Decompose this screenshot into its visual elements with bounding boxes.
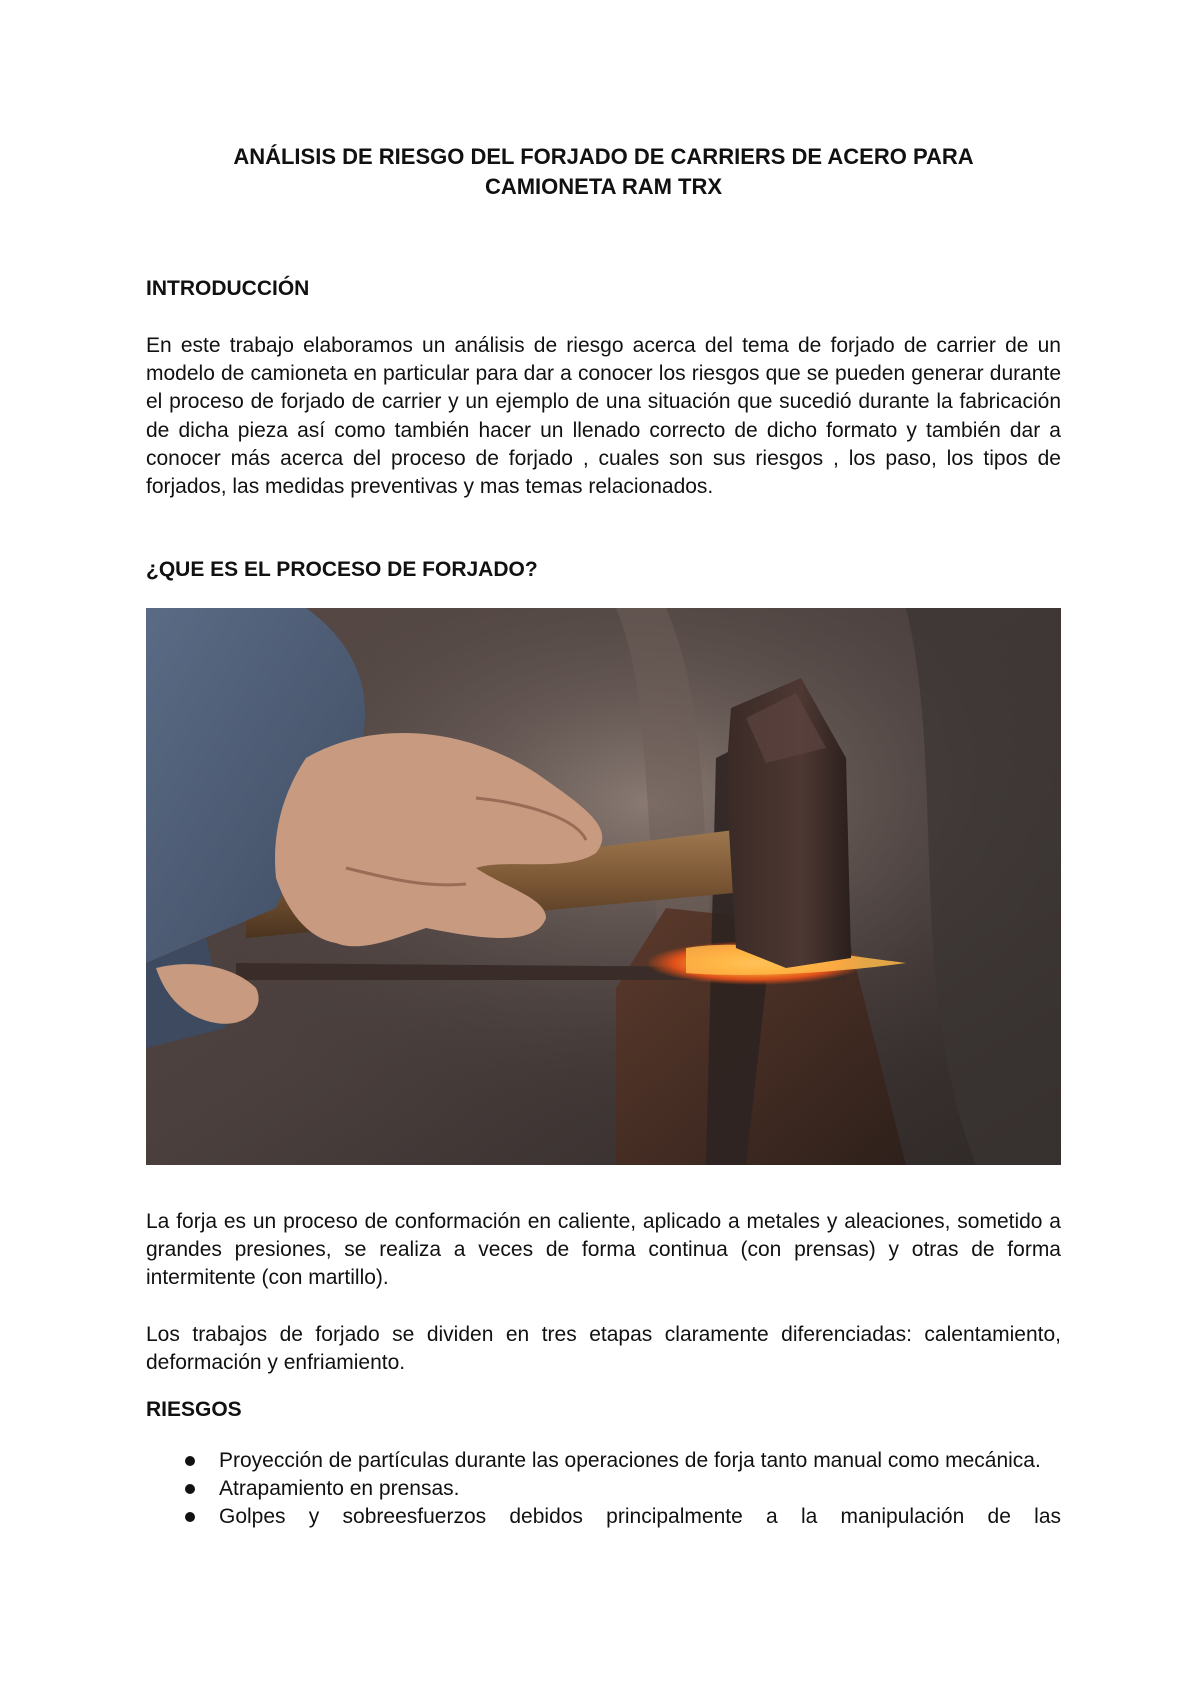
risk-item: Atrapamiento en prensas.	[146, 1475, 1061, 1503]
bullet-dot-icon	[185, 1484, 195, 1494]
bullet-dot-icon	[185, 1512, 195, 1522]
forging-photo	[146, 608, 1061, 1165]
introduction-paragraph: En este trabajo elaboramos un análisis de riesgo acerca del tema de forjado de carrier de un modelo de camioneta en particular para dar a conocer los riesgos que se pueden generar durante el proceso de forjado de carrier y un ejemplo de una situación que sucedió durante la fabricación de dicha pieza así como también hacer un llenado correcto de dicho formato y también dar a conocer más acerca del proceso de forjado , cuales son sus riesgos , los paso, los tipos de forjados, las medidas preventivas y mas temas relacionados.	[146, 334, 1061, 499]
document-title	[146, 142, 1061, 202]
risk-item: Proyección de partículas durante las operaciones de forja tanto manual como mecánica.	[146, 1447, 1061, 1475]
forging-definition-paragraph: La forja es un proceso de conformación en caliente, aplicado a metales y aleaciones, sometido a grandes presiones, se realiza a veces de forma continua (con prensas) y otras de forma intermitente (con martillo).	[146, 1210, 1061, 1290]
forging-stages-paragraph: Los trabajos de forjado se dividen en tres etapas claramente diferenciadas: calentamiento, deformación y enfriamiento.	[146, 1323, 1061, 1375]
risks-heading: RIESGOS	[146, 1398, 242, 1421]
forging-process-heading: ¿QUE ES EL PROCESO DE FORJADO?	[146, 558, 538, 581]
risks-list	[146, 1447, 1061, 1532]
title-line-1: ANÁLISIS DE RIESGO DEL FORJADO DE CARRIERS DE ACERO PARA	[233, 144, 974, 169]
risk-item: Golpes y sobreesfuerzos debidos principalmente a la manipulación de las	[146, 1503, 1061, 1531]
bullet-dot-icon	[185, 1456, 195, 1466]
title-line-2: CAMIONETA RAM TRX	[484, 174, 723, 199]
introduction-heading: INTRODUCCIÓN	[146, 277, 310, 300]
